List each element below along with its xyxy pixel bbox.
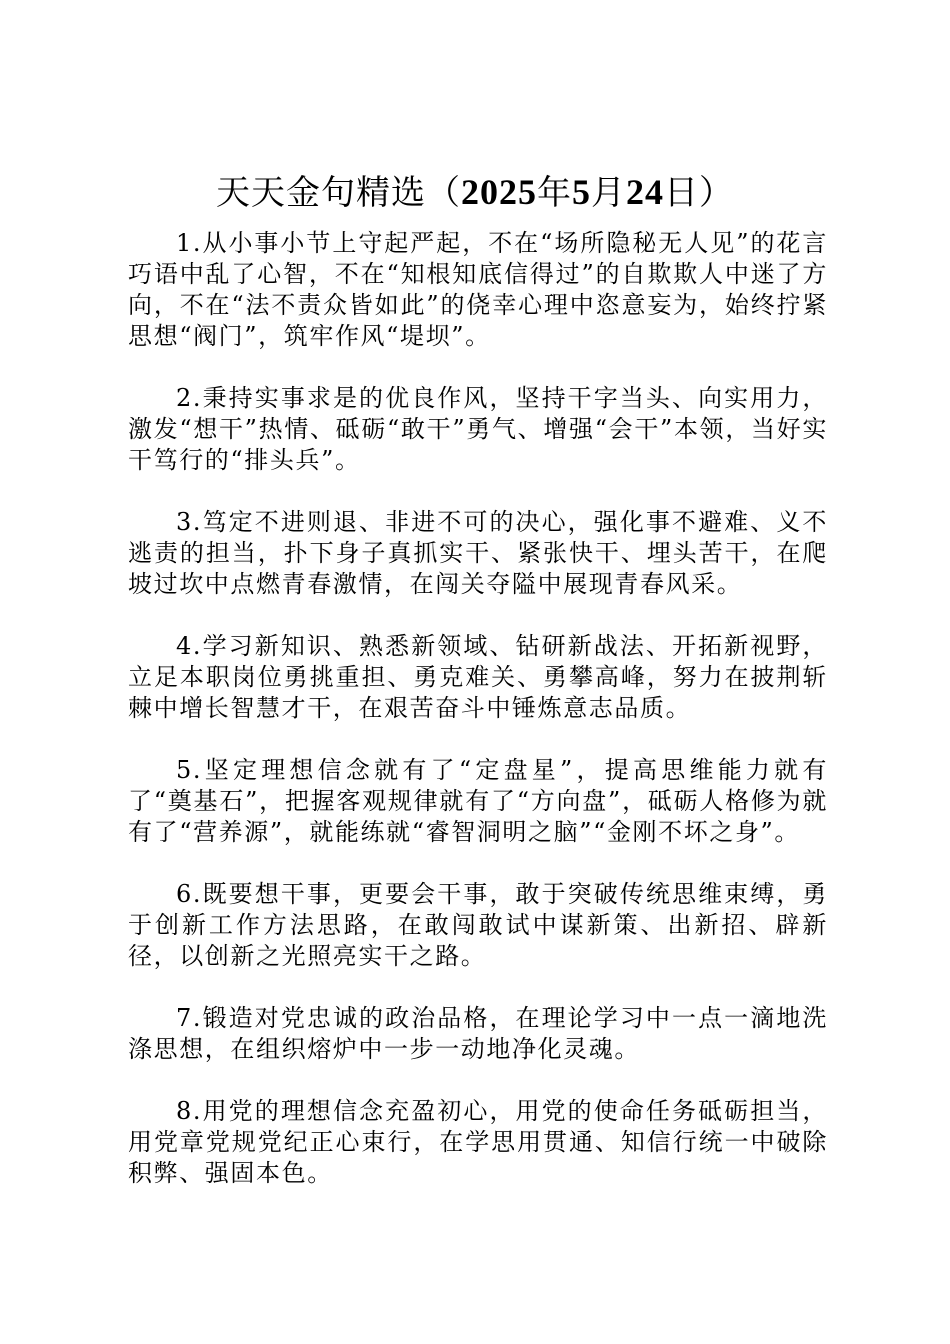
- quote-item-7: 7.锻造对党忠诚的政治品格，在理论学习中一点一滴地洗涤思想，在组织熔炉中一步一动地净化灵魂。: [128, 1004, 828, 1063]
- quote-item-1: 1.从小事小节上守起严起，不在“场所隐秘无人见”的花言巧语中乱了心智，不在“知根知底信得过”的自欺欺人中迷了方向，不在“法不责众皆如此”的侥幸心理中恣意妄为，始终拧紧思想“阀门”，筑牢作风“堤坝”。: [128, 229, 828, 350]
- title-year: 2025: [461, 172, 537, 212]
- quote-item-8: 8.用党的理想信念充盈初心，用党的使命任务砥砺担当，用党章党规党纪正心束行，在学思用贯通、知信行统一中破除积弊、强固本色。: [128, 1097, 828, 1187]
- quote-item-4: 4.学习新知识、熟悉新领域、钻研新战法、开拓新视野，立足本职岗位勇挑重担、勇克难关、勇攀高峰，努力在披荆斩棘中增长智慧才干，在艰苦奋斗中锤炼意志品质。: [128, 632, 828, 722]
- page-title: [0, 168, 950, 217]
- title-month-unit: 月: [591, 173, 626, 213]
- title-month: 5: [572, 172, 591, 212]
- quote-item-5: 5.坚定理想信念就有了“定盘星”，提高思维能力就有了“奠基石”，把握客观规律就有了“方向盘”，砥砺人格修为就有了“营养源”，就能练就“睿智洞明之脑”“金刚不坏之身”。: [128, 756, 828, 846]
- title-year-unit: 年: [537, 173, 572, 213]
- title-prefix: 天天金句精选（: [216, 173, 461, 213]
- quote-item-6: 6.既要想干事，更要会干事，敢于突破传统思维束缚，勇于创新工作方法思路，在敢闯敢试中谋新策、出新招、辟新径，以创新之光照亮实干之路。: [128, 880, 828, 970]
- quote-item-2: 2.秉持实事求是的优良作风，坚持干字当头、向实用力，激发“想干”热情、砥砺“敢干”勇气、增强“会干”本领，当好实干笃行的“排头兵”。: [128, 384, 828, 474]
- quote-list: [128, 228, 828, 1220]
- title-suffix: 日）: [664, 173, 734, 213]
- quote-item-3: 3.笃定不进则退、非进不可的决心，强化事不避难、义不逃责的担当，扑下身子真抓实干、紧张快干、埋头苦干，在爬坡过坎中点燃青春激情，在闯关夺隘中展现青春风采。: [128, 508, 828, 598]
- title-day: 24: [626, 172, 664, 212]
